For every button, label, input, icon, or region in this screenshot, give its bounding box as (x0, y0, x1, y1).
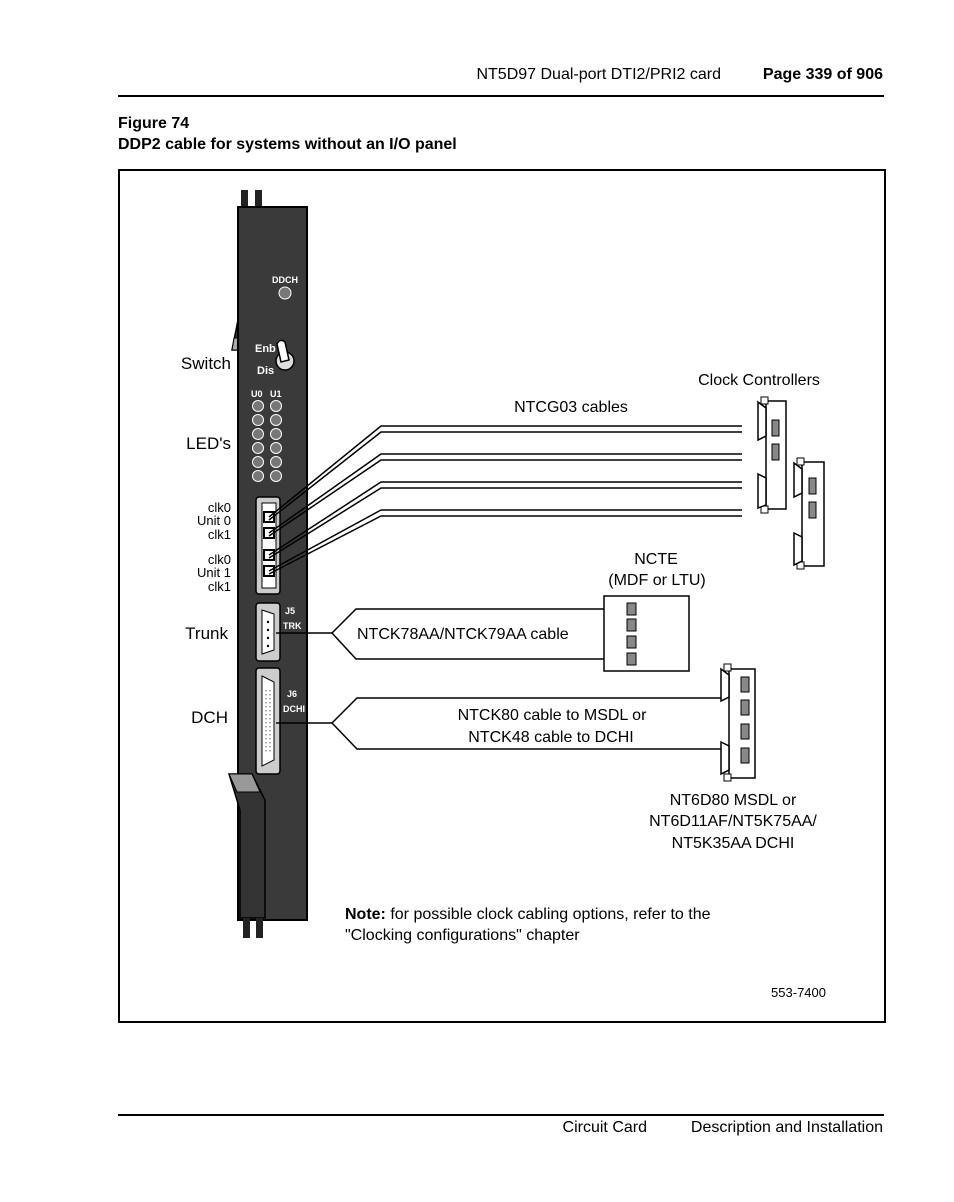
enb-label: Enb (255, 343, 276, 355)
dch-label: DCH (191, 708, 228, 727)
figure-caption: DDP2 cable for systems without an I/O panel (118, 136, 457, 153)
clock-controllers-label: Clock Controllers (698, 372, 820, 389)
ntck48-cable-label: NTCK48 cable to DCHI (468, 729, 634, 746)
ncte-subtitle-label: (MDF or LTU) (608, 572, 706, 589)
figure-id: 553-7400 (771, 985, 826, 1000)
ntcg03-cables-label: NTCG03 cables (514, 399, 628, 416)
leds-label: LED's (186, 434, 231, 453)
j6-label: J6 (287, 689, 298, 699)
clk0-unit1-label: clk0 (207, 552, 231, 567)
header-page-number: Page 339 of 906 (762, 66, 883, 83)
figure-number: Figure 74 (118, 115, 190, 132)
msdl-label-line3: NT5K35AA DCHI (671, 835, 795, 852)
msdl-label-line2: NT6D11AF/NT5K75AA/ (649, 813, 817, 830)
msdl-label-line1: NT6D80 MSDL or (669, 792, 797, 809)
j5-label: J5 (285, 606, 296, 616)
u1-label: U1 (270, 389, 282, 399)
ncte-box (604, 596, 689, 671)
u0-label: U0 (251, 389, 263, 399)
ddch-label: DDCH (272, 275, 298, 285)
dis-label: Dis (257, 365, 275, 377)
note-bold: Note: (345, 906, 386, 923)
note-line2: "Clocking configurations" chapter (345, 927, 580, 944)
clk1-unit0-label: clk1 (207, 527, 231, 542)
ntck78-cable-label: NTCK78AA/NTCK79AA cable (357, 626, 569, 643)
unit0-label: Unit 0 (197, 513, 231, 528)
ntck80-cable-label: NTCK80 cable to MSDL or (457, 707, 647, 724)
ddch-led (279, 287, 291, 299)
dchi-label: DCHI (283, 704, 305, 714)
trunk-label: Trunk (185, 624, 228, 643)
ncte-label: NCTE (634, 551, 678, 568)
bottom-ejector (229, 774, 265, 938)
clk0-unit0-label: clk0 (207, 500, 231, 515)
j5-trunk-connector (256, 603, 280, 661)
clock-controller-card-1 (758, 397, 786, 513)
footer-left: Circuit Card (562, 1119, 647, 1136)
msdl-dchi-card (721, 664, 755, 781)
trk-label: TRK (283, 621, 302, 631)
note-line1 (345, 906, 711, 923)
j6-dchi-connector (256, 668, 280, 774)
switch-label: Switch (180, 354, 231, 373)
footer-right: Description and Installation (690, 1119, 883, 1136)
unit1-label: Unit 1 (197, 565, 231, 580)
footer-rule (118, 1114, 884, 1116)
clock-controller-card-2 (794, 458, 824, 569)
note-text-line1: for possible clock cabling options, refer to the (385, 906, 711, 923)
header-doc-title: NT5D97 Dual-port DTI2/PRI2 card (476, 66, 721, 83)
clk1-unit1-label: clk1 (207, 579, 231, 594)
